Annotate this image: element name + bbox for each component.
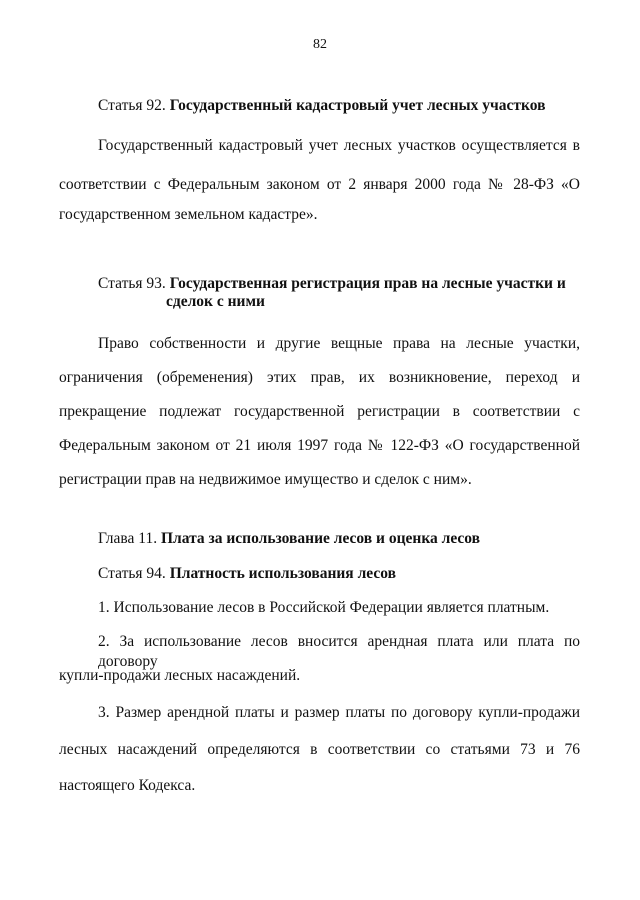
article-92-line-2: соответствии с Федеральным законом от 2 января 2000 года № 28-ФЗ «О: [59, 176, 580, 193]
article-92-heading: [98, 96, 580, 116]
article-94-line-6: настоящего Кодекса.: [59, 777, 196, 794]
article-94-title: Платность использования лесов: [169, 565, 396, 582]
article-92-prefix: Статья 92.: [98, 97, 166, 114]
article-93-line-1: Право собственности и другие вещные права на лесные участки,: [98, 335, 580, 352]
article-94-line-2: 2. За использование лесов вносится арендная плата или плата по договору: [98, 633, 580, 670]
article-94-heading: [98, 564, 580, 584]
article-92-title: Государственный кадастровый учет лесных участков: [169, 97, 546, 114]
article-94-line-4: 3. Размер арендной платы и размер платы по договору купли-продажи: [98, 704, 580, 721]
article-93-title-line-2: сделок с ними: [166, 293, 265, 310]
article-93-heading: [98, 274, 580, 294]
article-93-line-3: прекращение подлежат государственной регистрации в соответствии с: [59, 403, 580, 420]
chapter-11-heading: [98, 529, 580, 549]
article-93-title-line-1: Государственная регистрация прав на лесные участки и: [169, 275, 566, 292]
article-93-line-4: Федеральным законом от 21 июля 1997 года № 122-ФЗ «О государственной: [59, 437, 580, 454]
article-94-line-3: купли-продажи лесных насаждений.: [59, 667, 301, 684]
article-93-prefix: Статья 93.: [98, 275, 166, 292]
page-number: 82: [313, 37, 327, 52]
article-92-line-1: Государственный кадастровый учет лесных участков осуществляется в: [98, 137, 580, 154]
article-93-heading-continued: [166, 292, 580, 312]
chapter-11-title: Плата за использование лесов и оценка лесов: [160, 530, 481, 547]
article-93-line-2: ограничения (обременения) этих прав, их возникновение, переход и: [59, 369, 580, 386]
article-94-line-1: 1. Использование лесов в Российской Федерации является платным.: [98, 599, 550, 616]
article-94-prefix: Статья 94.: [98, 565, 166, 582]
chapter-11-prefix: Глава 11.: [98, 530, 158, 547]
article-94-line-5: лесных насаждений определяются в соответствии со статьями 73 и 76: [59, 741, 580, 758]
article-92-line-3: государственном земельном кадастре».: [59, 206, 318, 223]
article-93-line-5: регистрации прав на недвижимое имущество и сделок с ним».: [59, 471, 472, 488]
